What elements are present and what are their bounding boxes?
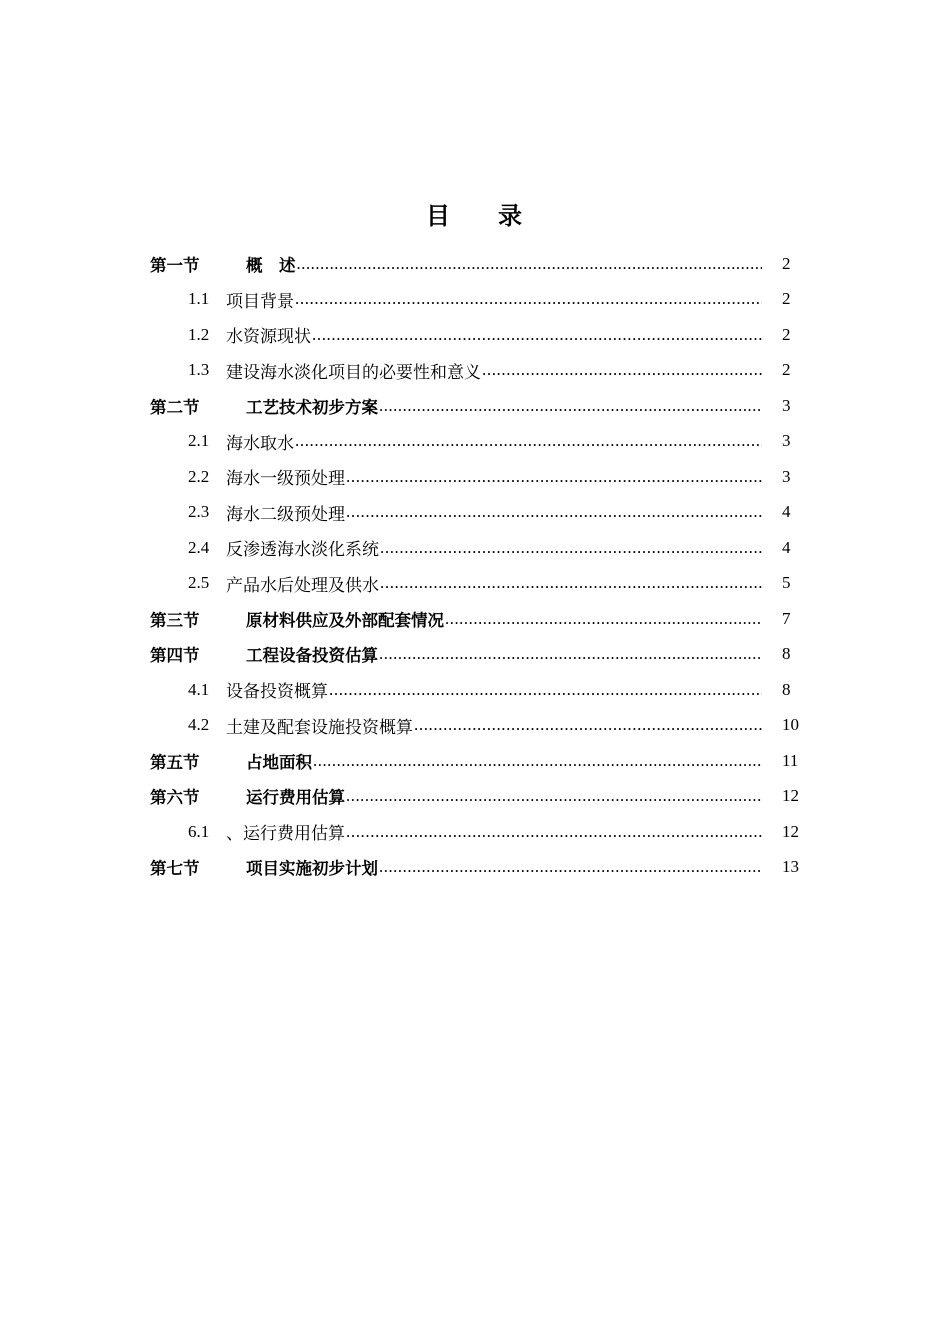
toc-subsection-title: 、运行费用估算 [226, 824, 345, 844]
toc-subsection-number: 1.2 [188, 324, 210, 344]
toc-page-number: 12 [782, 821, 799, 841]
toc-entry-text [150, 601, 762, 637]
toc-dot-leader [312, 325, 762, 345]
toc-entry-text [150, 637, 762, 673]
toc-dot-leader [297, 254, 763, 274]
toc-entry-text [150, 850, 762, 886]
toc-section-number: 第四节 [150, 646, 200, 666]
toc-section-number: 第二节 [150, 397, 200, 417]
toc-dot-leader [379, 644, 762, 664]
toc-entry[interactable] [150, 353, 810, 389]
toc-page-number: 8 [782, 644, 791, 664]
toc-entry[interactable] [150, 637, 810, 673]
toc-dot-leader [313, 751, 762, 771]
toc-entry[interactable] [150, 814, 810, 850]
toc-subsection-number: 4.1 [188, 679, 210, 699]
toc-page-number: 13 [782, 857, 799, 877]
toc-page-number: 11 [782, 750, 799, 770]
toc-subsection-title: 项目背景 [226, 291, 294, 311]
toc-subsection-number: 2.2 [188, 466, 210, 486]
toc-subsection-number: 2.4 [188, 537, 210, 557]
toc-entry-text [150, 814, 762, 850]
toc-entry[interactable] [150, 282, 810, 318]
toc-dot-leader [295, 431, 762, 451]
toc-dot-leader [329, 680, 762, 700]
toc-page-number: 10 [782, 715, 799, 735]
toc-entry-text [150, 779, 762, 815]
toc-entry-text [150, 317, 762, 353]
toc-page-number: 4 [782, 502, 791, 522]
toc-entry[interactable] [150, 743, 810, 779]
toc-entry-text [150, 459, 762, 495]
toc-section-number: 第五节 [150, 752, 200, 772]
toc-dot-leader [414, 715, 762, 735]
toc-subsection-title: 反渗透海水淡化系统 [226, 540, 379, 560]
toc-page-number: 8 [782, 679, 791, 699]
toc-entry-text [150, 530, 762, 566]
toc-entry[interactable] [150, 317, 810, 353]
toc-subsection-number: 6.1 [188, 821, 210, 841]
toc-section-number: 第七节 [150, 859, 200, 879]
toc-entry[interactable] [150, 601, 810, 637]
toc-entry-text [150, 566, 762, 602]
toc-dot-leader [445, 609, 762, 629]
toc-subsection-title: 海水取水 [226, 433, 294, 453]
toc-section-number: 第三节 [150, 610, 200, 630]
toc-dot-leader [295, 289, 762, 309]
toc-subsection-number: 2.3 [188, 502, 210, 522]
toc-page-number: 5 [782, 573, 791, 593]
toc-list [150, 246, 810, 885]
toc-dot-leader [379, 396, 762, 416]
toc-page-number: 7 [782, 608, 791, 628]
toc-dot-leader [482, 360, 762, 380]
toc-page-number: 3 [782, 395, 791, 415]
toc-dot-leader [380, 538, 762, 558]
toc-entry[interactable] [150, 424, 810, 460]
toc-section-number: 第六节 [150, 788, 200, 808]
toc-subsection-title: 设备投资概算 [226, 682, 328, 702]
toc-entry-text [150, 708, 762, 744]
toc-subsection-number: 1.3 [188, 360, 210, 380]
toc-entry-text [150, 672, 762, 708]
toc-page-number: 2 [782, 253, 791, 273]
toc-section-title: 原材料供应及外部配套情况 [246, 610, 444, 630]
toc-entry-text [150, 282, 762, 318]
toc-entry-text [150, 743, 762, 779]
toc-dot-leader [346, 786, 762, 806]
toc-entry[interactable] [150, 530, 810, 566]
toc-subsection-number: 2.1 [188, 431, 210, 451]
toc-subsection-number: 1.1 [188, 289, 210, 309]
toc-entry[interactable] [150, 246, 810, 282]
toc-section-number: 第一节 [150, 255, 200, 275]
toc-page-number: 4 [782, 537, 791, 557]
toc-page-number: 12 [782, 786, 799, 806]
toc-entry[interactable] [150, 459, 810, 495]
toc-page-number: 3 [782, 466, 791, 486]
toc-entry-text [150, 424, 762, 460]
toc-entry-text [150, 353, 762, 389]
toc-entry[interactable] [150, 495, 810, 531]
toc-subsection-title: 产品水后处理及供水 [226, 575, 379, 595]
toc-subsection-title: 海水一级预处理 [226, 469, 345, 489]
toc-page-number: 2 [782, 324, 791, 344]
toc-subsection-title: 水资源现状 [226, 327, 311, 347]
toc-entry[interactable] [150, 708, 810, 744]
toc-dot-leader [346, 467, 762, 487]
toc-section-title: 工艺技术初步方案 [246, 397, 378, 417]
toc-dot-leader [346, 502, 762, 522]
toc-subsection-title: 海水二级预处理 [226, 504, 345, 524]
toc-page-number: 3 [782, 431, 791, 451]
toc-section-title: 工程设备投资估算 [246, 646, 378, 666]
toc-entry[interactable] [150, 672, 810, 708]
toc-page-number: 2 [782, 360, 791, 380]
toc-dot-leader [379, 857, 762, 877]
toc-dot-leader [380, 573, 762, 593]
toc-section-title: 占地面积 [246, 752, 312, 772]
toc-entry[interactable] [150, 566, 810, 602]
toc-section-title: 项目实施初步计划 [246, 859, 378, 879]
toc-entry-text [150, 495, 762, 531]
toc-title-char-2: 录 [498, 204, 524, 230]
toc-entry[interactable] [150, 779, 810, 815]
toc-subsection-number: 4.2 [188, 715, 210, 735]
toc-entry[interactable] [150, 388, 810, 424]
toc-section-title: 概 述 [246, 255, 296, 275]
toc-subsection-title: 建设海水淡化项目的必要性和意义 [226, 362, 481, 382]
toc-entry[interactable] [150, 850, 810, 886]
toc-section-title: 运行费用估算 [246, 788, 345, 808]
toc-page-number: 2 [782, 289, 791, 309]
toc-subsection-title: 土建及配套设施投资概算 [226, 717, 413, 737]
toc-entry-text [150, 246, 762, 282]
toc-entry-text [150, 388, 762, 424]
toc-title [0, 196, 950, 231]
toc-dot-leader [346, 822, 762, 842]
toc-subsection-number: 2.5 [188, 573, 210, 593]
toc-title-char-1: 目 [426, 204, 452, 230]
